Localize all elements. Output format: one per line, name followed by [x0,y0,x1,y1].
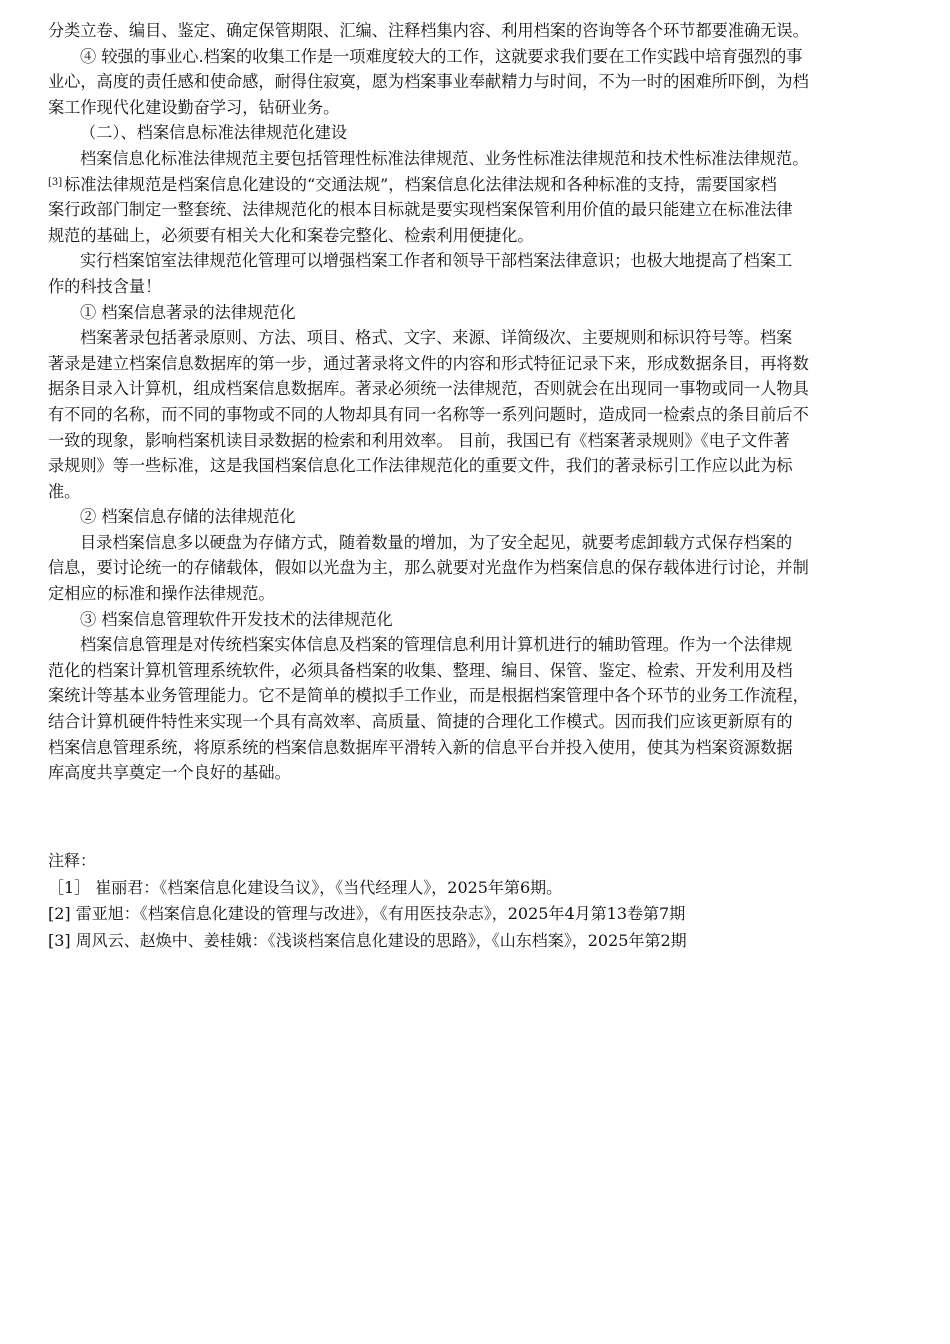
body-line: ④ 较强的事业心.档案的收集工作是一项难度较大的工作，这就要求我们要在工作实践中培育强烈的事 [80,46,803,66]
note-item: ［1］ 崔丽君：《档案信息化建设刍议》，《当代经理人》，2025年第6期。 [48,877,563,897]
body-line: 案行政部门制定一整套统、法律规范化的根本目标就是要实现档案保管利用价值的最只能建立在标准法律 [48,200,793,220]
section-heading: （二）、档案信息标准法律规范化建设 [80,123,348,143]
body-line: 分类立卷、编目、鉴定、确定保管期限、汇编、注释档集内容、利用档案的咨询等各个环节都要准确无误。 [48,21,809,40]
body-line: 目录档案信息多以硬盘为存储方式，随着数量的增加，为了安全起见，就要考虑卸载方式保存档案的 [80,532,793,552]
body-line: 实行档案馆室法律规范化管理可以增强档案工作者和领导干部档案法律意识；也极大地提高了档案工 [80,251,793,271]
notes-heading: 注释： [48,851,97,870]
body-line: 档案信息化标准法律规范主要包括管理性标准法律规范、业务性标准法律规范和技术性标准法律规范。 [80,148,809,168]
note-item: [3] 周风云、赵焕中、姜桂娥：《浅谈档案信息化建设的思路》，《山东档案》，2025年第2期 [48,930,687,950]
body-line [48,172,908,198]
body-line: 档案著录包括著录原则、方法、项目、格式、文字、来源、详简级次、主要规则和标识符号等。档案 [80,328,793,348]
body-line: 一致的现象，影响档案机读目录数据的检索和利用效率。 目前，我国已有《档案著录规则》《电子文件著 [48,430,790,450]
subsection-heading: ③ 档案信息管理软件开发技术的法律规范化 [80,609,393,629]
body-line: 信息，要讨论统一的存储载体，假如以光盘为主，那么就要对光盘作为档案信息的保存载体进行讨论，并制 [48,558,809,578]
body-line: 准。 [48,481,81,501]
note-item: [2] 雷亚旭：《档案信息化建设的管理与改进》，《有用医技杂志》，2025年4月第13卷第7期 [48,904,686,923]
body-line: 档案信息管理是对传统档案实体信息及档案的管理信息利用计算机进行的辅助管理。作为一个法律规 [80,635,793,655]
body-line: 库高度共享奠定一个良好的基础。 [48,763,291,783]
body-line: 范化的档案计算机管理系统软件，必须具备档案的收集、整理、编目、保管、鉴定、检索、开发利用及档 [48,660,793,680]
body-line: 据条目录入计算机，组成档案信息数据库。著录必须统一法律规范，否则就会在出现同一事物或同一人物具 [48,379,809,399]
body-line: 案统计等基本业务管理能力。它不是简单的模拟手工作业，而是根据档案管理中各个环节的业务工作流程， [48,686,809,706]
body-line: 录规则》等一些标准，这是我国档案信息化工作法律规范化的重要文件，我们的著录标引工作应以此为标 [48,456,793,476]
body-line: 有不同的名称，而不同的事物或不同的人物却具有同一名称等一系列问题时，造成同一检索点的条目前后不 [48,404,809,424]
citation-marker: [3] [48,176,63,188]
notes-section [48,848,908,954]
body-line: 档案信息管理系统，将原系统的档案信息数据库平滑转入新的信息平台并投入使用，使其为档案资源数据 [48,737,793,757]
body-line: 作的科技含量！ [48,276,162,296]
body-line: 案工作现代化建设勤奋学习，钻研业务。 [48,97,340,117]
document-body [48,18,908,786]
body-line: 著录是建立档案信息数据库的第一步，通过著录将文件的内容和形式特征记录下来，形成数据条目，再将数 [48,353,809,373]
body-line: 业心，高度的责任感和使命感，耐得住寂寞，愿为档案事业奉献精力与时间，不为一时的困难所吓倒，为档 [48,72,809,92]
subsection-heading: ① 档案信息著录的法律规范化 [80,302,296,322]
body-line: 定相应的标准和操作法律规范。 [48,584,275,604]
subsection-heading: ② 档案信息存储的法律规范化 [80,507,296,527]
body-line: 规范的基础上，必须要有相关大化和案卷完整化、检索利用便捷化。 [48,225,534,245]
body-line-text: 标准法律规范是档案信息化建设的“交通法规”，档案信息化法律法规和各种标准的支持，需要国家档 [64,174,777,194]
body-line: 结合计算机硬件特性来实现一个具有高效率、高质量、简捷的合理化工作模式。因而我们应该更新原有的 [48,712,793,732]
